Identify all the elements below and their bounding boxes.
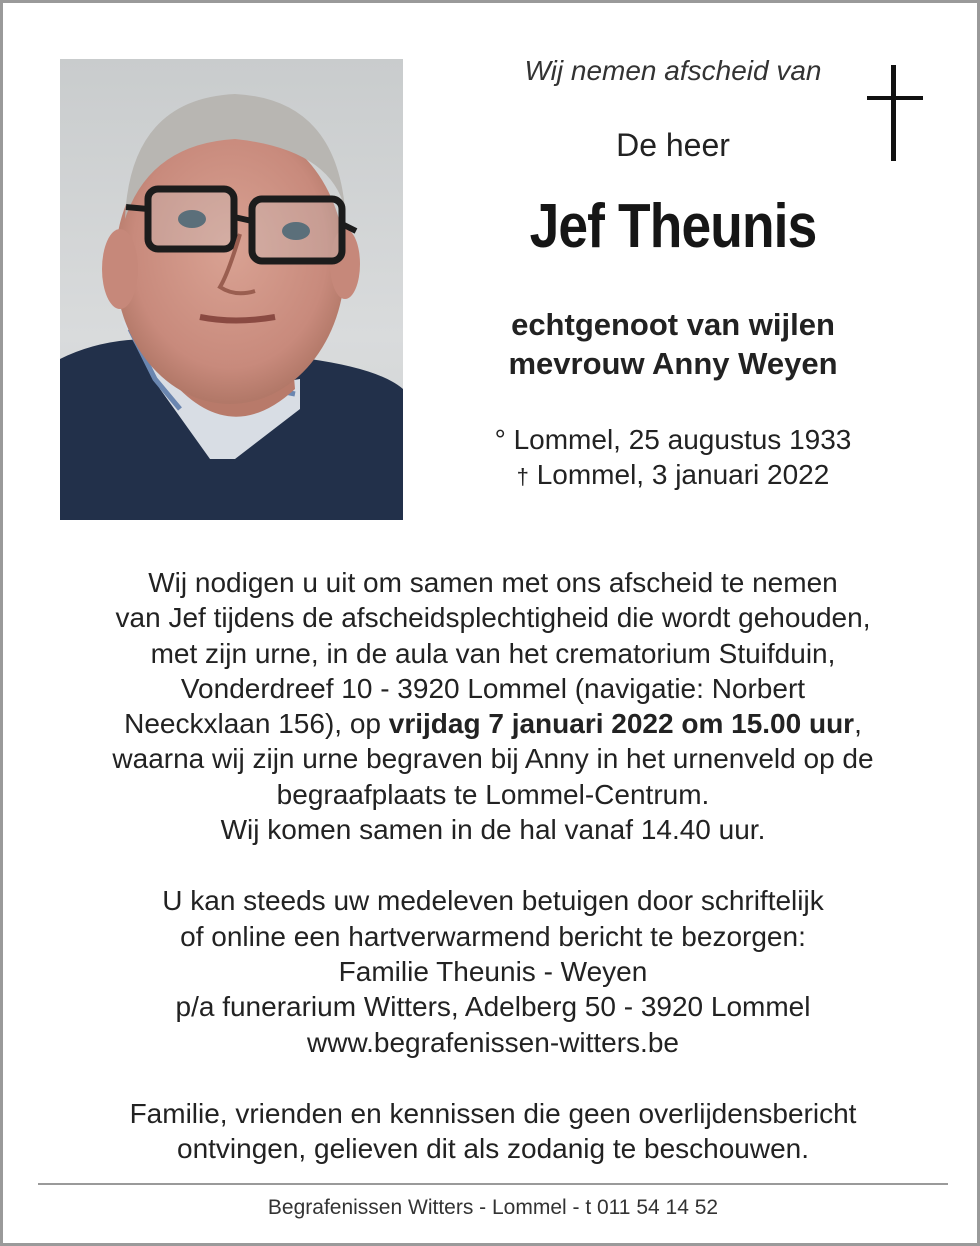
cross-icon xyxy=(867,65,923,161)
notice-line: ontvingen, gelieven dit als zodanig te beschouwen. xyxy=(177,1133,809,1165)
spouse-info xyxy=(423,305,923,383)
ceremony-line: met zijn urne, in de aula van het crematorium Stuifduin, xyxy=(150,637,836,669)
ceremony-line: Vonderdreef 10 - 3920 Lommel (navigatie: Norbert xyxy=(180,672,806,704)
death-date-line xyxy=(423,457,923,494)
ceremony-text-part: , xyxy=(854,708,862,740)
condolence-line: of online een hartverwarmend bericht te bezorgen: xyxy=(180,920,806,952)
intro-text: Wij nemen afscheid van xyxy=(524,55,822,86)
ceremony-line: Wij nodigen u uit om samen met ons afscheid te nemen xyxy=(148,567,838,598)
ceremony-line xyxy=(43,706,943,741)
website-link[interactable]: www.begrafenissen-witters.be xyxy=(307,1026,679,1058)
life-dates xyxy=(423,422,923,494)
ceremony-datetime: vrijdag 7 januari 2022 om 15.00 uur xyxy=(388,708,855,740)
ceremony-text-part: Neeckxlaan 156), op xyxy=(124,708,389,740)
portrait-photo xyxy=(60,59,403,520)
condolence-line: U kan steeds uw medeleven betuigen door schriftelijk xyxy=(162,885,824,917)
honorific: De heer xyxy=(616,127,730,163)
ceremony-text xyxy=(43,565,943,1166)
footer-text: Begrafenissen Witters - Lommel - t 011 54 14 52 xyxy=(267,1196,719,1219)
notice-line: Familie, vrienden en kennissen die geen overlijdensbericht xyxy=(129,1097,857,1129)
ceremony-line: Wij komen samen in de hal vanaf 14.40 uur. xyxy=(220,814,766,846)
ceremony-line: waarna wij zijn urne begraven bij Anny in het urnenveld op de xyxy=(112,743,874,775)
family-name: Familie Theunis - Weyen xyxy=(338,955,648,987)
footer-divider xyxy=(38,1183,948,1185)
death-symbol-icon: † xyxy=(516,464,529,489)
postal-address: p/a funerarium Witters, Adelberg 50 - 3920 Lommel xyxy=(175,991,811,1023)
death-date: Lommel, 3 januari 2022 xyxy=(528,459,830,490)
birth-date: ° Lommel, 25 augustus 1933 xyxy=(494,424,852,455)
spouse-line-1: echtgenoot van wijlen xyxy=(511,307,835,342)
deceased-name: Jef Theunis xyxy=(529,192,817,261)
ceremony-line: begraafplaats te Lommel-Centrum. xyxy=(276,778,710,810)
spouse-line-2: mevrouw Anny Weyen xyxy=(508,346,838,381)
ceremony-line: van Jef tijdens de afscheidsplechtigheid die wordt gehouden, xyxy=(115,602,871,634)
